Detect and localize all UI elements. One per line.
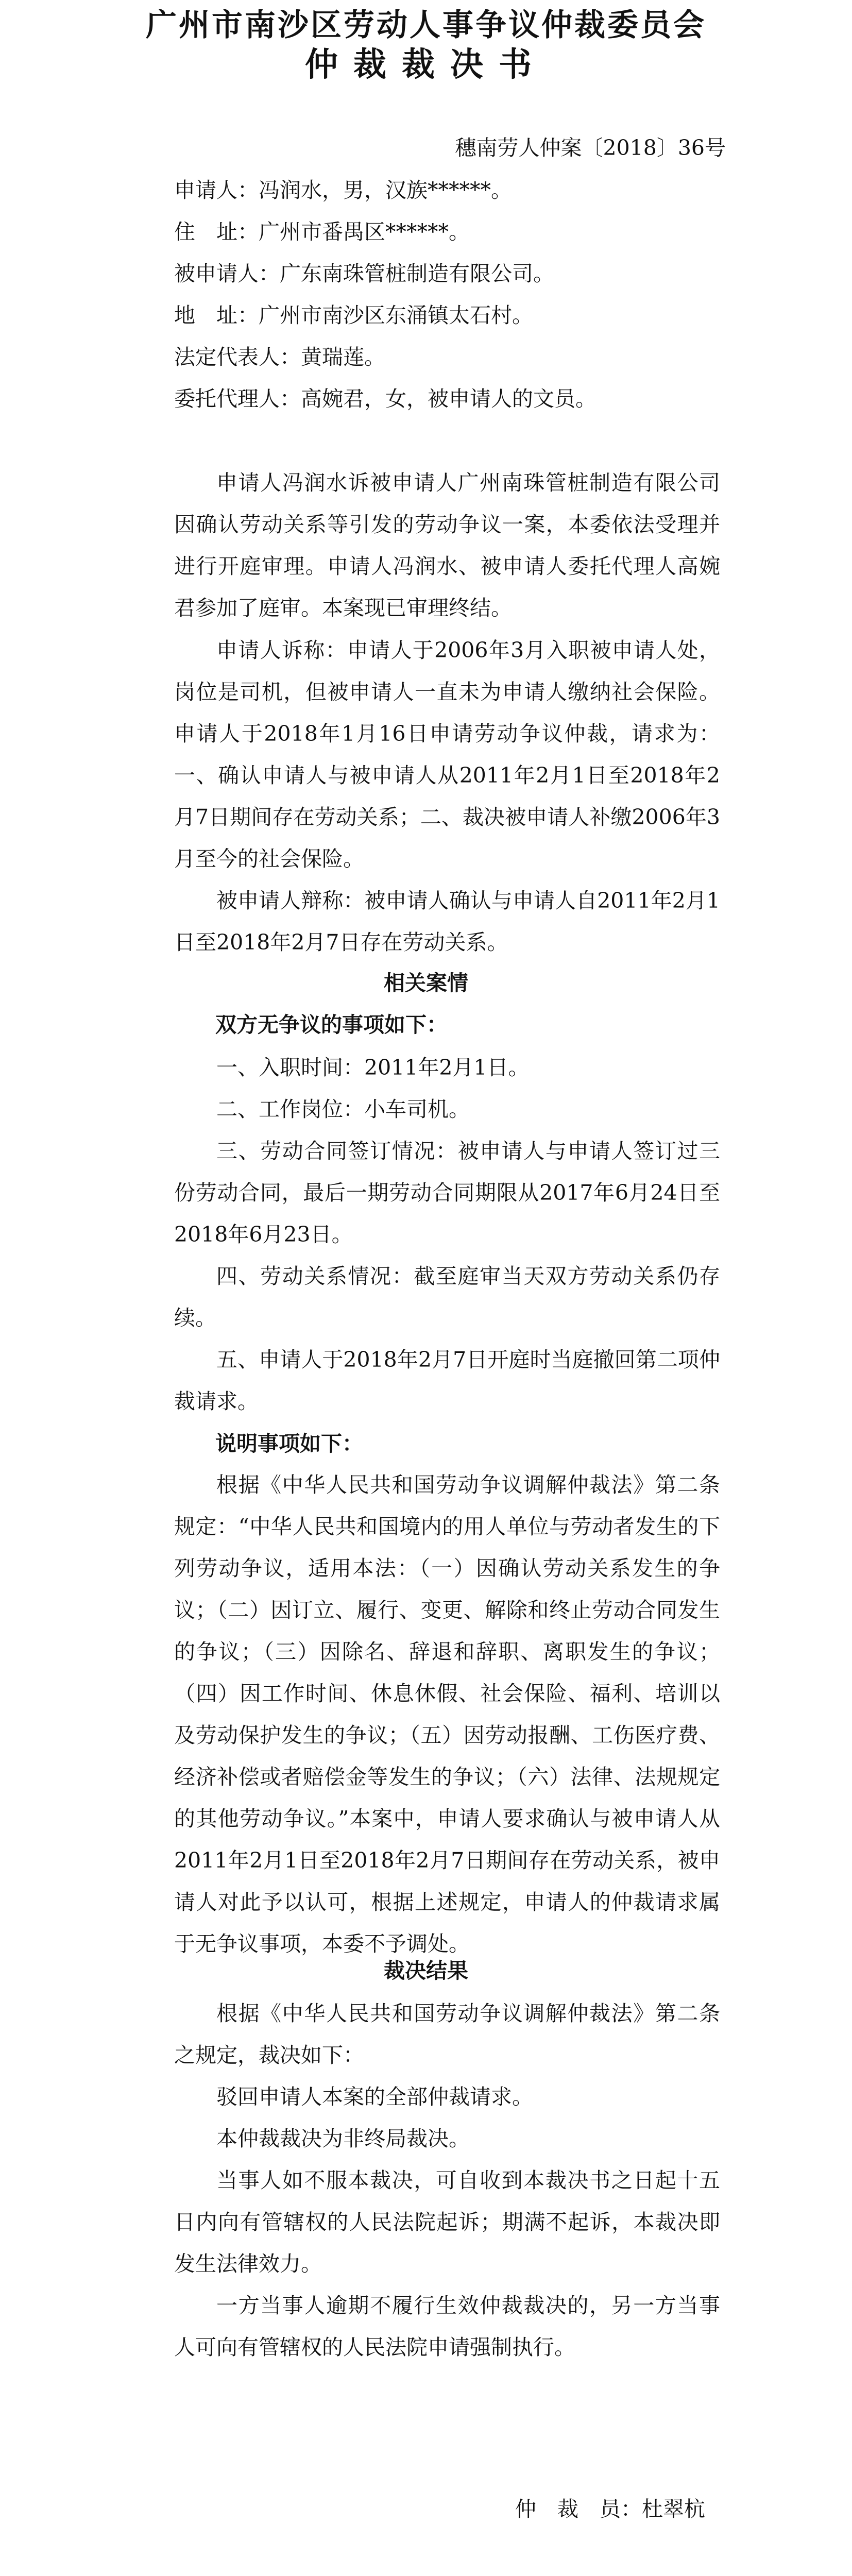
paragraph-enforcement: 一方当事人逾期不履行生效仲裁裁决的，另一方当事人可向有管辖权的人民法院申请强制执行。 xyxy=(174,2293,720,2360)
heading-undisputed: 双方无争议的事项如下： xyxy=(215,1012,448,1037)
heading-explanation: 说明事项如下： xyxy=(215,1431,363,1456)
paragraph-defense: 被申请人辩称：被申请人确认与申请人自2011年2月1日至2018年2月7日存在劳动关系。 xyxy=(174,888,720,955)
party-legal-representative: 法定代表人：黄瑞莲。 xyxy=(174,345,385,369)
heading-result: 裁决结果 xyxy=(384,1958,468,1983)
paragraph-result-2: 本仲裁裁决为非终局裁决。 xyxy=(216,2126,470,2151)
paragraph-fact-2: 二、工作岗位：小车司机。 xyxy=(216,1097,470,1122)
signature-arbitrator: 仲 裁 员：杜翠杭 xyxy=(515,2497,705,2521)
document-org-title: 广州市南沙区劳动人事争议仲裁委员会 xyxy=(146,7,706,43)
document-type-title: 仲裁裁决书 xyxy=(305,45,547,84)
party-applicant: 申请人：冯润水，男，汉族******。 xyxy=(174,178,512,202)
paragraph-fact-4: 四、劳动关系情况：截至庭审当天双方劳动关系仍存续。 xyxy=(174,1264,720,1330)
paragraph-explanation: 根据《中华人民共和国劳动争议调解仲裁法》第二条规定：“中华人民共和国境内的用人单位与劳动者发生的下列劳动争议，适用本法：（一）因确认劳动关系发生的争议；（二）因订立、履行、变更、解除和终止劳动合同发生的争议；（三）因除名、辞退和辞职、离职发生的争议；（四）因工作时间、休息休假、社会保险、福利、培训以及劳动保护发生的争议；（五）因劳动报酬、工伤医疗费、经济补偿或者赔偿金等发生的争议；（六）法律、法规规定的其他劳动争议。”本案中，申请人要求确认与被申请人从2011年2月1日至2018年2月7日期间存在劳动关系，被申请人对此予以认可，根据上述规定，申请人的仲裁请求属于无争议事项，本委不予调处。 xyxy=(174,1472,720,1956)
party-respondent: 被申请人：广东南珠管桩制造有限公司。 xyxy=(174,261,554,286)
paragraph-fact-1: 一、入职时间：2011年2月1日。 xyxy=(216,1055,530,1080)
paragraph-result-1: 驳回申请人本案的全部仲裁请求。 xyxy=(216,2084,533,2109)
party-applicant-address: 住 址：广州市番禺区******。 xyxy=(174,219,470,244)
paragraph-appeal: 当事人如不服本裁决，可自收到本裁决书之日起十五日内向有管辖权的人民法院起诉；期满不起诉，本裁决即发生法律效力。 xyxy=(174,2168,720,2276)
case-number: 穗南劳人仲案〔2018〕36号 xyxy=(455,135,726,160)
heading-facts: 相关案情 xyxy=(384,971,468,995)
paragraph-fact-3: 三、劳动合同签订情况：被申请人与申请人签订过三份劳动合同，最后一期劳动合同期限从2017年6月24日至2018年6月23日。 xyxy=(174,1139,720,1247)
party-agent: 委托代理人：高婉君，女，被申请人的文员。 xyxy=(174,386,597,411)
paragraph-intro: 申请人冯润水诉被申请人广州南珠管桩制造有限公司因确认劳动关系等引发的劳动争议一案，本委依法受理并进行开庭审理。申请人冯润水、被申请人委托代理人高婉君参加了庭审。本案现已审理终结。 xyxy=(174,470,720,620)
paragraph-claim: 申请人诉称：申请人于2006年3月入职被申请人处，岗位是司机，但被申请人一直未为申请人缴纳社会保险。申请人于2018年1月16日申请劳动争议仲裁，请求为：一、确认申请人与被申请人从2011年2月1日至2018年2月7日期间存在劳动关系；二、裁决被申请人补缴2006年3月至今的社会保险。 xyxy=(174,638,720,871)
paragraph-fact-5: 五、申请人于2018年2月7日开庭时当庭撤回第二项仲裁请求。 xyxy=(174,1347,720,1414)
paragraph-result-basis: 根据《中华人民共和国劳动争议调解仲裁法》第二条之规定，裁决如下： xyxy=(174,2001,720,2067)
party-respondent-address: 地 址：广州市南沙区东涌镇太石村。 xyxy=(174,303,533,328)
